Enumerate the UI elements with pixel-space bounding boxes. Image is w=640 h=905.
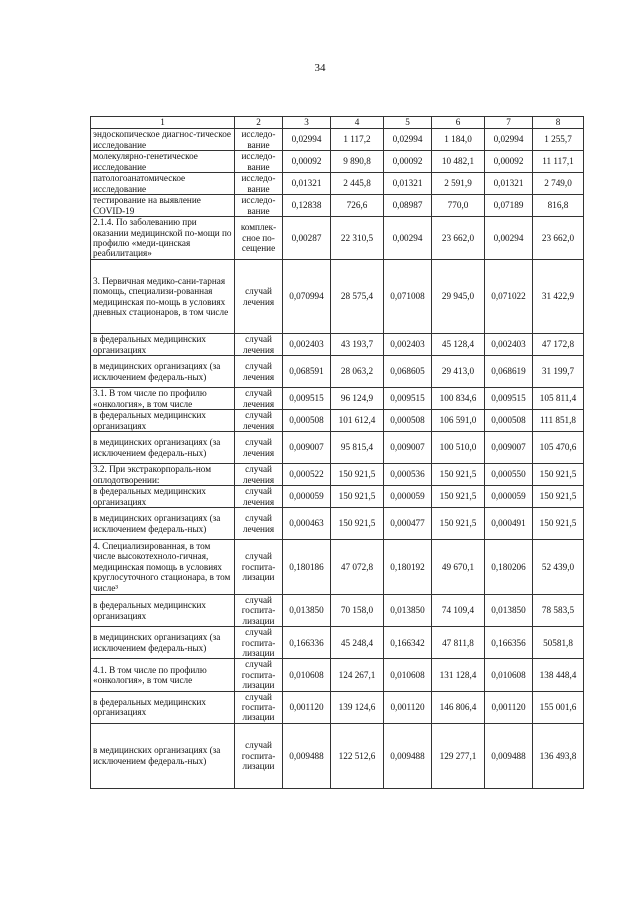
value-cell: 150 921,5	[432, 486, 485, 508]
value-cell: 78 583,5	[533, 595, 584, 627]
table-row	[91, 595, 584, 627]
value-cell: 111 851,8	[533, 410, 584, 432]
indicator-name-cell: 3.2. При экстракорпораль-ном оплодотворении:	[91, 464, 235, 486]
value-cell: 31 422,9	[533, 260, 584, 334]
value-cell: 0,001120	[384, 691, 432, 723]
value-cell: 47 072,8	[331, 540, 384, 595]
value-cell: 100 834,6	[432, 388, 485, 410]
table-row	[91, 723, 584, 788]
table-row	[91, 691, 584, 723]
value-cell: 101 612,4	[331, 410, 384, 432]
unit-cell: случай госпита-лизации	[235, 691, 283, 723]
value-cell: 0,000508	[283, 410, 331, 432]
value-cell: 0,010608	[485, 659, 533, 691]
column-number: 3	[283, 117, 331, 129]
table-row	[91, 508, 584, 540]
value-cell: 95 815,4	[331, 432, 384, 464]
value-cell: 0,180192	[384, 540, 432, 595]
indicator-name-cell: 3. Первичная медико-сани-тарная помощь, специализи-рованная медицинская по-мощь в условиях дневных стационаров, в том числе	[91, 260, 235, 334]
value-cell: 22 310,5	[331, 217, 384, 260]
unit-cell: случай лечения	[235, 388, 283, 410]
value-cell: 0,02994	[283, 129, 331, 151]
unit-cell: случай лечения	[235, 334, 283, 356]
value-cell: 0,009007	[283, 432, 331, 464]
value-cell: 770,0	[432, 195, 485, 217]
table-row	[91, 195, 584, 217]
value-cell: 11 117,1	[533, 151, 584, 173]
value-cell: 0,08987	[384, 195, 432, 217]
value-cell: 0,000550	[485, 464, 533, 486]
value-cell: 45 248,4	[331, 627, 384, 659]
value-cell: 74 109,4	[432, 595, 485, 627]
value-cell: 0,009515	[283, 388, 331, 410]
indicator-name-cell: в медицинских организациях (за исключением федераль-ных)	[91, 432, 235, 464]
table-row	[91, 486, 584, 508]
unit-cell: случай лечения	[235, 464, 283, 486]
value-cell: 0,00092	[384, 151, 432, 173]
value-cell: 0,071008	[384, 260, 432, 334]
unit-cell: случай лечения	[235, 508, 283, 540]
value-cell: 2 749,0	[533, 173, 584, 195]
table-row	[91, 217, 584, 260]
unit-cell: случай госпита-лизации	[235, 595, 283, 627]
value-cell: 0,000536	[384, 464, 432, 486]
value-cell: 0,000491	[485, 508, 533, 540]
value-cell: 0,01321	[485, 173, 533, 195]
value-cell: 150 921,5	[432, 508, 485, 540]
table-row	[91, 388, 584, 410]
value-cell: 150 921,5	[331, 464, 384, 486]
value-cell: 0,070994	[283, 260, 331, 334]
value-cell: 0,001120	[485, 691, 533, 723]
value-cell: 0,071022	[485, 260, 533, 334]
table-row	[91, 129, 584, 151]
value-cell: 122 512,6	[331, 723, 384, 788]
value-cell: 131 128,4	[432, 659, 485, 691]
value-cell: 29 945,0	[432, 260, 485, 334]
indicator-name-cell: 4.1. В том числе по профилю «онкология», в том числе	[91, 659, 235, 691]
table-row	[91, 260, 584, 334]
column-number: 2	[235, 117, 283, 129]
unit-cell: исследо-вание	[235, 129, 283, 151]
value-cell: 100 510,0	[432, 432, 485, 464]
value-cell: 28 063,2	[331, 356, 384, 388]
indicator-name-cell: в федеральных медицинских организациях	[91, 334, 235, 356]
table-row	[91, 151, 584, 173]
value-cell: 0,013850	[485, 595, 533, 627]
value-cell: 0,009515	[485, 388, 533, 410]
value-cell: 150 921,5	[331, 486, 384, 508]
value-cell: 0,000059	[384, 486, 432, 508]
value-cell: 0,002403	[283, 334, 331, 356]
value-cell: 0,00294	[485, 217, 533, 260]
indicator-name-cell: в медицинских организациях (за исключением федераль-ных)	[91, 508, 235, 540]
value-cell: 106 591,0	[432, 410, 485, 432]
value-cell: 150 921,5	[533, 486, 584, 508]
value-cell: 0,000508	[384, 410, 432, 432]
value-cell: 0,010608	[384, 659, 432, 691]
value-cell: 28 575,4	[331, 260, 384, 334]
value-cell: 0,01321	[384, 173, 432, 195]
value-cell: 29 413,0	[432, 356, 485, 388]
value-cell: 0,000477	[384, 508, 432, 540]
indicator-name-cell: в федеральных медицинских организациях	[91, 410, 235, 432]
value-cell: 23 662,0	[432, 217, 485, 260]
unit-cell: случай лечения	[235, 486, 283, 508]
value-cell: 0,180206	[485, 540, 533, 595]
column-number: 7	[485, 117, 533, 129]
value-cell: 0,000522	[283, 464, 331, 486]
table-row	[91, 464, 584, 486]
value-cell: 150 921,5	[331, 508, 384, 540]
column-number: 4	[331, 117, 384, 129]
table-row	[91, 659, 584, 691]
value-cell: 0,02994	[485, 129, 533, 151]
indicator-name-cell: в медицинских организациях (за исключением федераль-ных)	[91, 723, 235, 788]
value-cell: 9 890,8	[331, 151, 384, 173]
value-cell: 105 811,4	[533, 388, 584, 410]
column-number: 6	[432, 117, 485, 129]
value-cell: 31 199,7	[533, 356, 584, 388]
value-cell: 0,009488	[384, 723, 432, 788]
table-row	[91, 627, 584, 659]
indicator-name-cell: эндоскопическое диагнос-тическое исследование	[91, 129, 235, 151]
value-cell: 0,00092	[485, 151, 533, 173]
indicator-name-cell: в федеральных медицинских организациях	[91, 595, 235, 627]
value-cell: 0,068619	[485, 356, 533, 388]
norms-table	[90, 116, 584, 789]
unit-cell: случай лечения	[235, 260, 283, 334]
value-cell: 70 158,0	[331, 595, 384, 627]
value-cell: 136 493,8	[533, 723, 584, 788]
indicator-name-cell: тестирование на выявление COVID-19	[91, 195, 235, 217]
value-cell: 0,00294	[384, 217, 432, 260]
indicator-name-cell: 4. Специализированная, в том числе высокотехноло-гичная, медицинская помощь в условиях круглосуточного стационара, в том числе³	[91, 540, 235, 595]
value-cell: 105 470,6	[533, 432, 584, 464]
unit-cell: случай лечения	[235, 432, 283, 464]
value-cell: 0,009007	[485, 432, 533, 464]
indicator-name-cell: в федеральных медицинских организациях	[91, 486, 235, 508]
value-cell: 23 662,0	[533, 217, 584, 260]
value-cell: 0,000059	[485, 486, 533, 508]
table-row	[91, 540, 584, 595]
value-cell: 0,002403	[384, 334, 432, 356]
value-cell: 0,009488	[485, 723, 533, 788]
value-cell: 0,000463	[283, 508, 331, 540]
value-cell: 0,068605	[384, 356, 432, 388]
value-cell: 0,166336	[283, 627, 331, 659]
value-cell: 0,01321	[283, 173, 331, 195]
column-number-row	[91, 117, 584, 129]
value-cell: 43 193,7	[331, 334, 384, 356]
value-cell: 150 921,5	[533, 508, 584, 540]
value-cell: 0,009007	[384, 432, 432, 464]
value-cell: 96 124,9	[331, 388, 384, 410]
table-row	[91, 432, 584, 464]
value-cell: 0,002403	[485, 334, 533, 356]
value-cell: 10 482,1	[432, 151, 485, 173]
unit-cell: случай госпита-лизации	[235, 627, 283, 659]
value-cell: 0,02994	[384, 129, 432, 151]
value-cell: 0,12838	[283, 195, 331, 217]
column-number: 1	[91, 117, 235, 129]
value-cell: 155 001,6	[533, 691, 584, 723]
value-cell: 45 128,4	[432, 334, 485, 356]
unit-cell: комплек-сное по-сещение	[235, 217, 283, 260]
value-cell: 49 670,1	[432, 540, 485, 595]
unit-cell: исследо-вание	[235, 151, 283, 173]
value-cell: 1 184,0	[432, 129, 485, 151]
value-cell: 0,00287	[283, 217, 331, 260]
unit-cell: исследо-вание	[235, 173, 283, 195]
value-cell: 2 591,9	[432, 173, 485, 195]
value-cell: 0,068591	[283, 356, 331, 388]
unit-cell: случай лечения	[235, 356, 283, 388]
value-cell: 150 921,5	[533, 464, 584, 486]
value-cell: 52 439,0	[533, 540, 584, 595]
value-cell: 0,009515	[384, 388, 432, 410]
value-cell: 1 255,7	[533, 129, 584, 151]
value-cell: 0,180186	[283, 540, 331, 595]
table-row	[91, 356, 584, 388]
value-cell: 0,000508	[485, 410, 533, 432]
value-cell: 138 448,4	[533, 659, 584, 691]
indicator-name-cell: 3.1. В том числе по профилю «онкология», в том числе	[91, 388, 235, 410]
value-cell: 0,166356	[485, 627, 533, 659]
unit-cell: случай госпита-лизации	[235, 659, 283, 691]
value-cell: 2 445,8	[331, 173, 384, 195]
value-cell: 0,07189	[485, 195, 533, 217]
value-cell: 0,001120	[283, 691, 331, 723]
indicator-name-cell: 2.1.4. По заболеванию при оказании медицинской по-мощи по профилю «меди-цинская реабилитация»	[91, 217, 235, 260]
value-cell: 0,00092	[283, 151, 331, 173]
value-cell: 124 267,1	[331, 659, 384, 691]
value-cell: 0,010608	[283, 659, 331, 691]
indicator-name-cell: в медицинских организациях (за исключением федераль-ных)	[91, 627, 235, 659]
value-cell: 150 921,5	[432, 464, 485, 486]
value-cell: 0,166342	[384, 627, 432, 659]
value-cell: 129 277,1	[432, 723, 485, 788]
unit-cell: случай госпита-лизации	[235, 540, 283, 595]
unit-cell: исследо-вание	[235, 195, 283, 217]
value-cell: 47 811,8	[432, 627, 485, 659]
indicator-name-cell: молекулярно-генетическое исследование	[91, 151, 235, 173]
value-cell: 0,000059	[283, 486, 331, 508]
indicator-name-cell: в медицинских организациях (за исключением федераль-ных)	[91, 356, 235, 388]
value-cell: 146 806,4	[432, 691, 485, 723]
value-cell: 0,009488	[283, 723, 331, 788]
unit-cell: случай лечения	[235, 410, 283, 432]
column-number: 8	[533, 117, 584, 129]
table-row	[91, 410, 584, 432]
indicator-name-cell: в федеральных медицинских организациях	[91, 691, 235, 723]
value-cell: 47 172,8	[533, 334, 584, 356]
table-row	[91, 334, 584, 356]
value-cell: 0,013850	[283, 595, 331, 627]
value-cell: 726,6	[331, 195, 384, 217]
table-row	[91, 173, 584, 195]
value-cell: 50581,8	[533, 627, 584, 659]
unit-cell: случай госпита-лизации	[235, 723, 283, 788]
value-cell: 139 124,6	[331, 691, 384, 723]
value-cell: 0,013850	[384, 595, 432, 627]
page-number: 34	[314, 62, 326, 74]
value-cell: 1 117,2	[331, 129, 384, 151]
column-number: 5	[384, 117, 432, 129]
indicator-name-cell: патологоанатомическое исследование	[91, 173, 235, 195]
value-cell: 816,8	[533, 195, 584, 217]
